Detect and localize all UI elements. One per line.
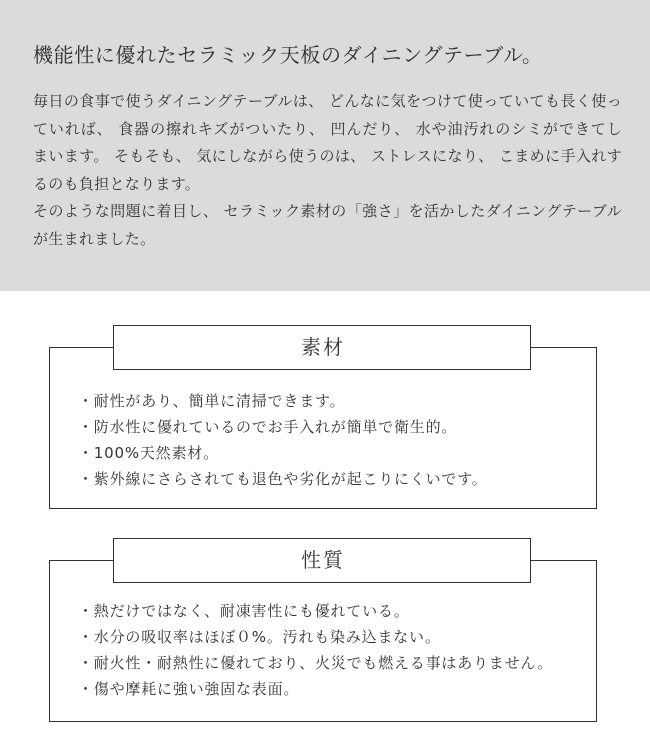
spec-list-item: ・耐性があり、簡単に清掃できます。	[78, 392, 346, 410]
intro-line: 毎日の食事で使うダイニングテーブルは、 どんなに気をつけて使っていても長く使っ	[33, 92, 622, 110]
intro-line: が生まれました。	[33, 229, 156, 248]
spec-list-item: ・傷や摩耗に強い強固な表面。	[78, 680, 300, 698]
intro-text	[33, 88, 622, 254]
intro-line: まいます。 そもそも、 気にしながら使うのは、 ストレスになり、 こまめに手入れす	[33, 147, 622, 166]
intro-section	[0, 0, 650, 291]
intro-paragraph	[33, 198, 622, 253]
spec-list-item: ・紫外線にさらされても退色や劣化が起こりにくいです。	[78, 470, 488, 488]
spec-heading-material: 素材	[113, 325, 531, 370]
spec-list-item: ・水分の吸収率はほぼ０%。汚れも染み込まない。	[78, 628, 441, 646]
intro-line: ていれば、 食器の擦れキズがついたり、 凹んだり、 水や油汚れのシミができてし	[33, 119, 622, 138]
spec-list-item: ・熱だけではなく、耐凍害性にも優れている。	[78, 602, 410, 620]
spec-list-item: ・耐火性・耐熱性に優れており、火災でも燃える事はありません。	[78, 654, 553, 672]
intro-line: るのも負担となります。	[33, 174, 201, 193]
spec-list-item: ・100%天然素材。	[78, 444, 219, 462]
page-title: 機能性に優れたセラミック天板のダイニングテーブル。	[33, 43, 543, 67]
spec-list-item: ・防水性に優れているのでお手入れが簡単で衛生的。	[78, 418, 458, 436]
intro-paragraph	[33, 88, 622, 198]
intro-line: そのような問題に着目し、 セラミック素材の「強さ」を活かしたダイニングテーブル	[33, 202, 622, 221]
spec-heading-quality: 性質	[113, 538, 531, 583]
spec-list-quality	[78, 598, 588, 702]
spec-list-material	[78, 388, 588, 492]
